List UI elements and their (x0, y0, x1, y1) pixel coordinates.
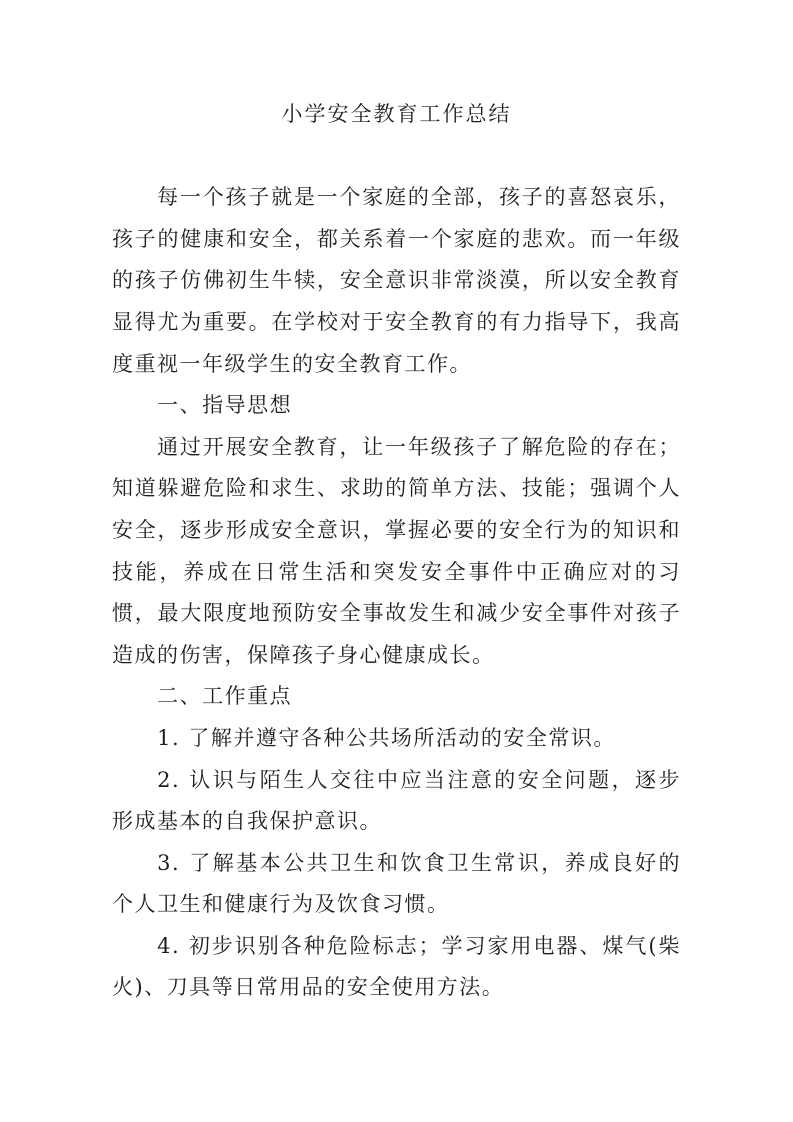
paragraph: 2. 认识与陌生人交往中应当注意的安全问题，逐步形成基本的自我保护意识。 (112, 767, 681, 834)
paragraph: 1. 了解并遵守各种公共场所活动的安全常识。 (157, 725, 616, 750)
paragraph: 每一个孩子就是一个家庭的全部，孩子的喜怒哀乐，孩子的健康和安全，都关系着一个家庭的悲欢。而一年级的孩子仿佛初生牛犊，安全意识非常淡漠，所以安全教育显得尤为重要。在学校对于安全教育的有力指导下，我高度重视一年级学生的安全教育工作。 (112, 185, 681, 376)
paragraph: 4. 初步识别各种危险标志；学习家用电器、煤气(柴火)、刀具等日常用品的安全使用方法。 (112, 933, 681, 1000)
section-heading: 二、工作重点 (157, 684, 293, 709)
document-title: 小学安全教育工作总结 (281, 102, 512, 126)
paragraph: 通过开展安全教育，让一年级孩子了解危险的存在；知道躲避危险和求生、求助的简单方法、技能；强调个人安全，逐步形成安全意识，掌握必要的安全行为的知识和技能，养成在日常生活和突发安全事件中正确应对的习惯，最大限度地预防安全事故发生和减少安全事件对孩子造成的伤害，保障孩子身心健康成长。 (112, 434, 681, 667)
paragraph: 3. 了解基本公共卫生和饮食卫生常识，养成良好的个人卫生和健康行为及饮食习惯。 (112, 850, 681, 917)
document-body (112, 177, 681, 1009)
section-heading: 一、指导思想 (157, 393, 293, 418)
